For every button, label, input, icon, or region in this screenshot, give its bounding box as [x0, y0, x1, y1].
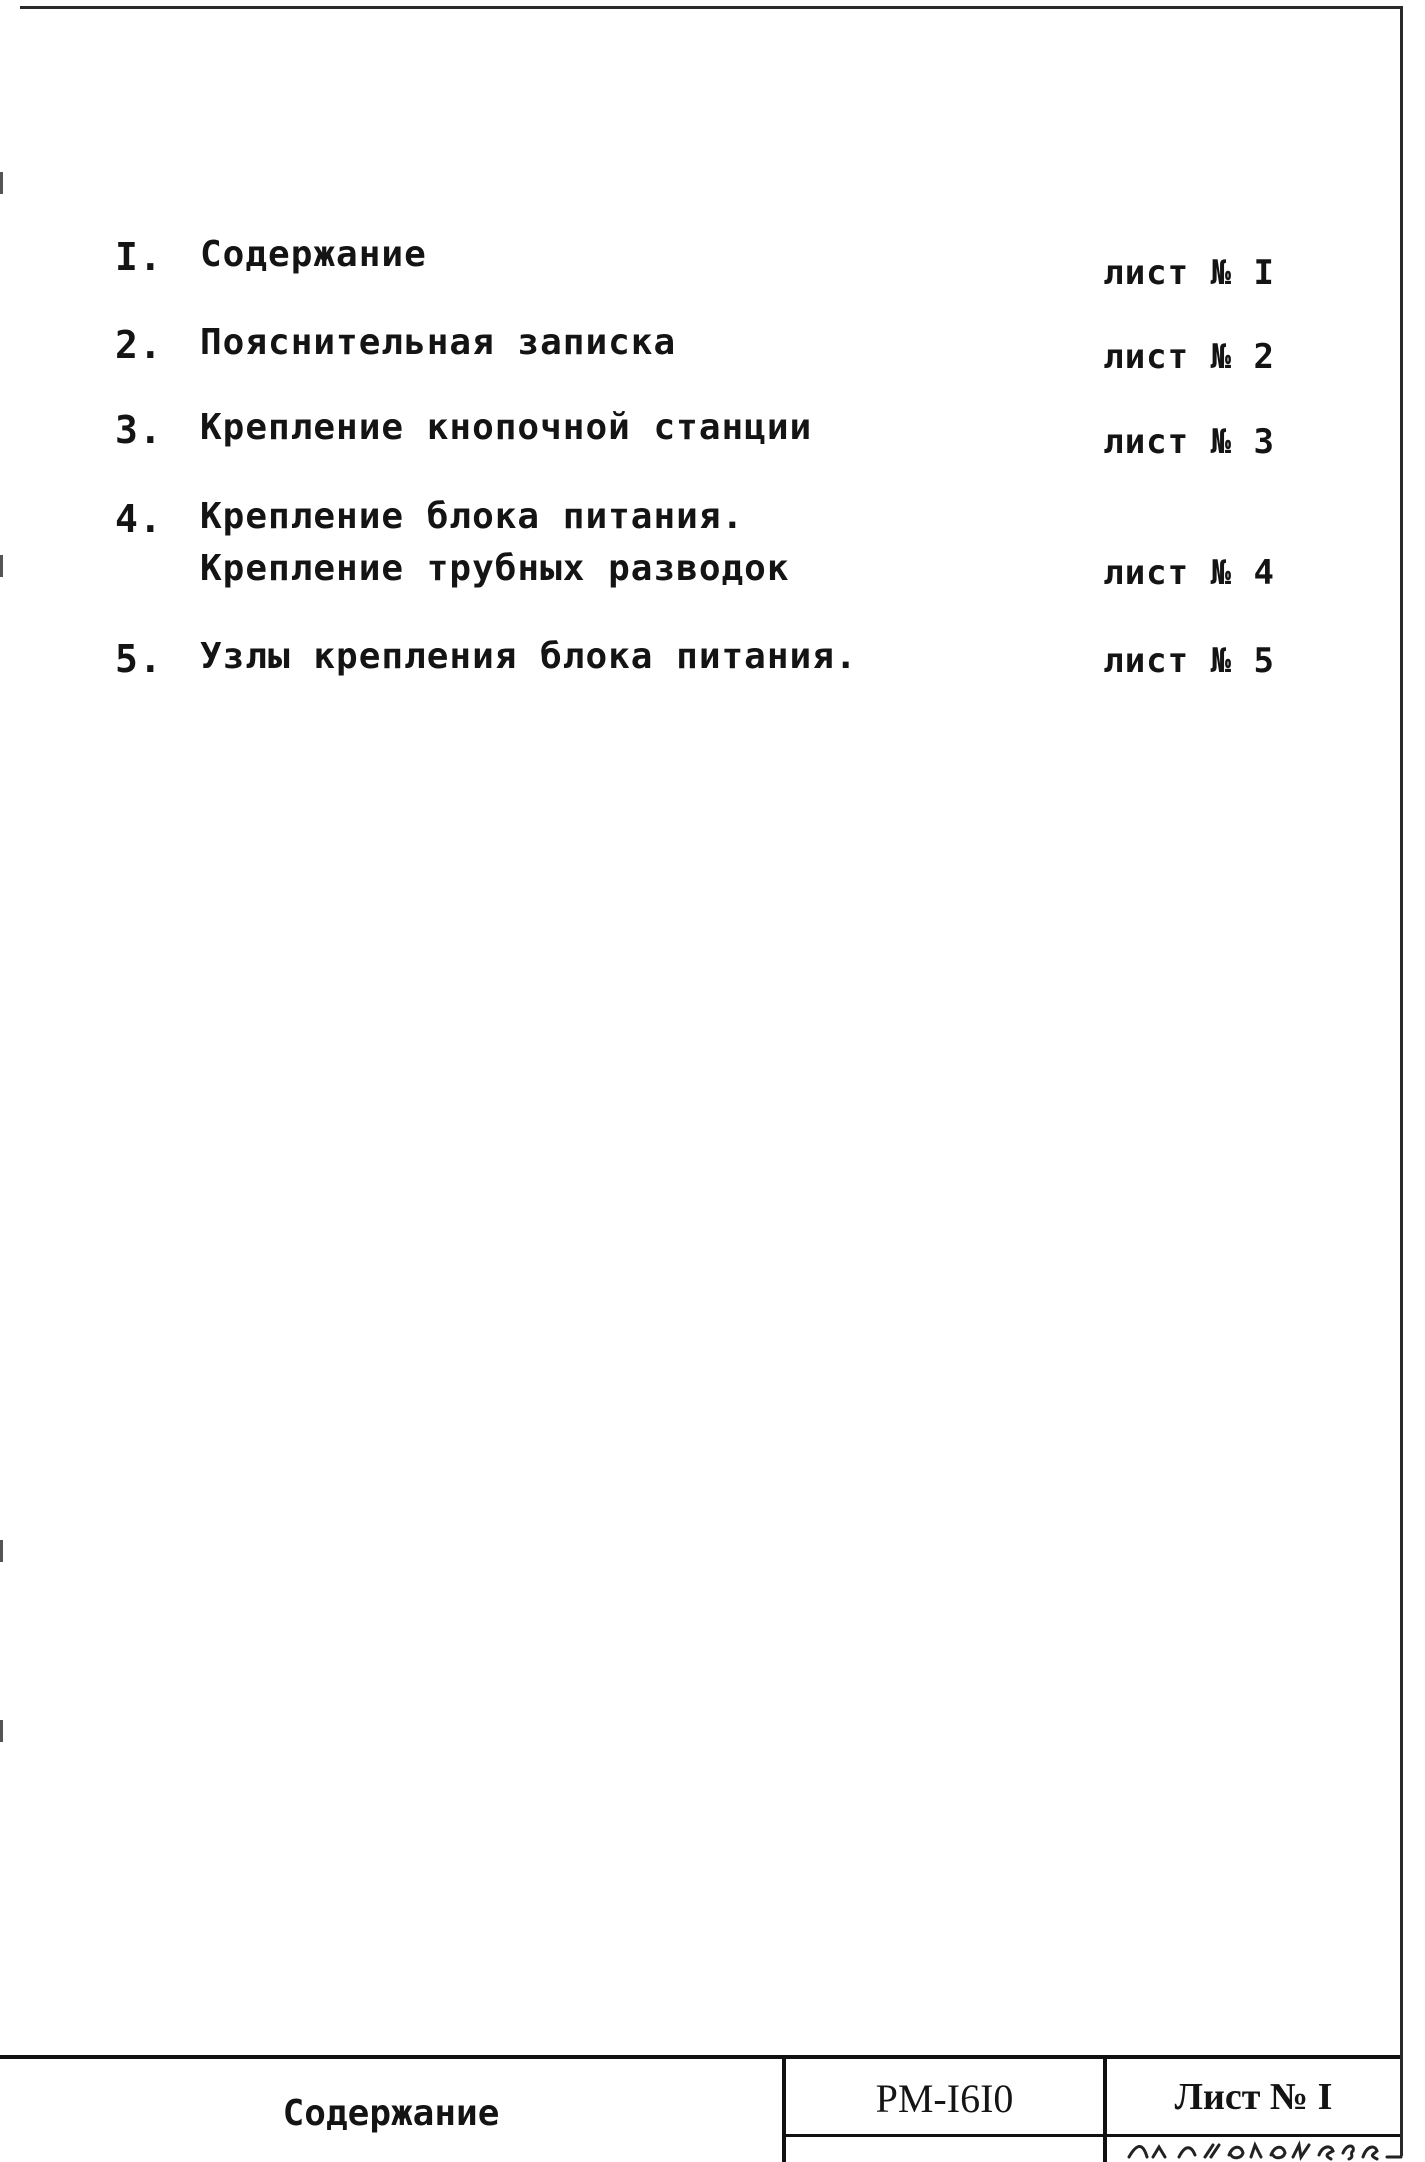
toc-item-title: Крепление кнопочной станции: [200, 407, 813, 448]
toc-item-sheet: лист № 3: [1103, 422, 1275, 462]
handwritten-inventory-note: [1125, 2139, 1405, 2161]
toc-item-title: Содержание: [200, 234, 427, 275]
toc-item-number: 3.: [115, 408, 163, 452]
right-border-line: [1400, 6, 1403, 2156]
toc-item-sheet: лист № 5: [1103, 641, 1275, 681]
title-block-document-name: Содержание: [282, 2093, 500, 2134]
toc-item-title: Узлы крепления блока питания.: [200, 636, 858, 677]
toc-item-number: 4.: [115, 497, 163, 541]
toc-item-title-continuation: Крепление трубных разводок: [200, 548, 790, 589]
toc-item-title: Пояснительная записка: [200, 322, 677, 363]
left-scan-mark: [0, 1720, 3, 1742]
toc-item-number: I.: [115, 235, 163, 279]
left-scan-mark: [0, 1540, 3, 1562]
title-block-sheet-number: Лист № I: [1174, 2076, 1333, 2118]
toc-item-sheet: лист № I: [1103, 253, 1275, 293]
left-scan-mark: [0, 172, 3, 194]
toc-item-number: 2.: [115, 323, 163, 367]
title-block-cell-line: [1107, 2134, 1400, 2137]
toc-item-sheet: лист № 2: [1103, 337, 1275, 377]
title-block-cell-line: [786, 2134, 1103, 2137]
toc-item-title: Крепление блока питания.: [200, 496, 745, 537]
toc-item-sheet: лист № 4: [1103, 553, 1275, 593]
top-border-line: [20, 6, 1400, 9]
title-block-document-code: РМ-I6I0: [875, 2076, 1014, 2121]
left-scan-mark: [0, 555, 3, 577]
toc-item-number: 5.: [115, 637, 163, 681]
title-block-border: [0, 2055, 1400, 2059]
title-block: [0, 2055, 1400, 2162]
